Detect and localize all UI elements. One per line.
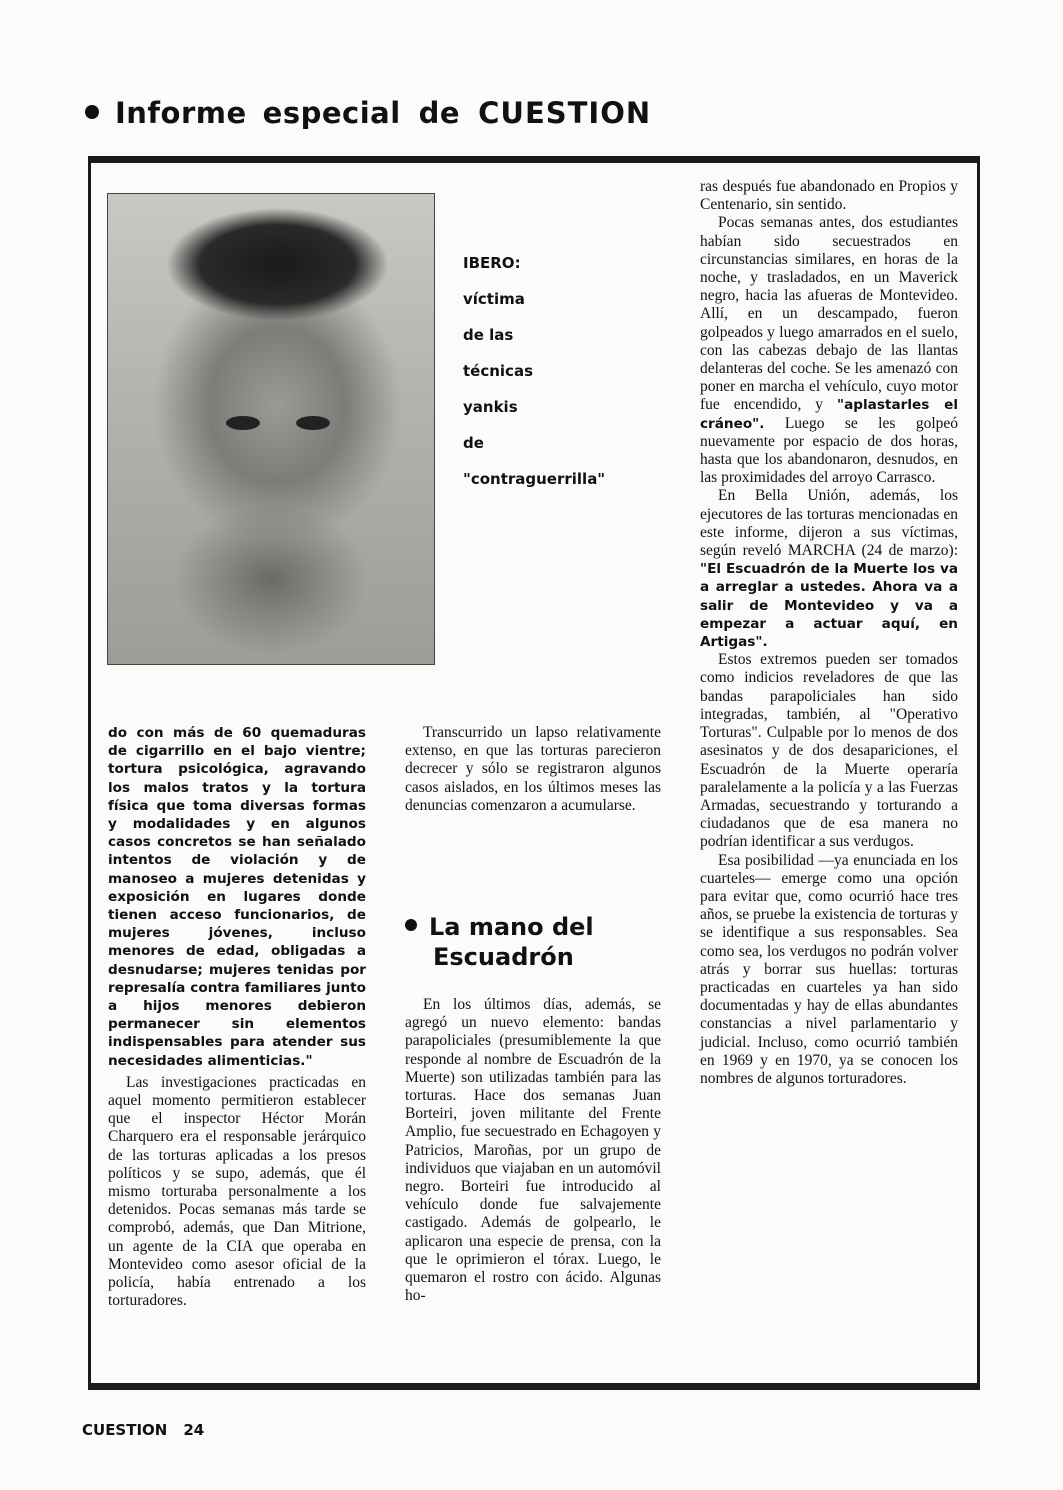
eye-shape (296, 416, 330, 430)
caption-line: técnicas (463, 362, 533, 380)
caption-line: víctima (463, 290, 525, 308)
body-paragraph: Las investigaciones practicadas en aquel momento permitieron establecer que el inspector Héctor Morán Charquero era el responsable jerárquico de las torturas aplicadas a los presos políticos y se supo, además, que él mismo torturaba personalmente a los detenidos. Pocas semanas más tarde se comprobó, además, que Dan Mitrione, un agente de la CIA que operaba en Montevideo como asesor oficial de la policía, había entrenado a los torturadores. (108, 1073, 366, 1310)
header-word-4: CUESTION (478, 96, 652, 130)
body-paragraph: En los últimos días, además, se agregó un nuevo elemento: bandas parapoliciales (presumiblemente la que responde al nombre de Escuadrón de la Muerte) son utilizadas también para las torturas. Hace dos semanas Juan Borteiri, joven militante del Frente Amplio, fue secuestrado en Echagoyen y Patricios, Maroñas, por un grupo de individuos que viajaban en un automóvil negro. Borteiri fue introducido al vehículo donde fue salvajemente castigado. Además de golpearlo, le aplicaron una especie de prensa, con la que le oprimieron el tórax. Luego, le quemaron el rostro con ácido. Algunas ho- (405, 996, 661, 1305)
eye-shape (226, 416, 260, 430)
column-2-top (405, 724, 661, 815)
column-1 (108, 724, 366, 1311)
subheading-line-1: La mano del (429, 913, 594, 941)
publication-name: CUESTION (82, 1421, 168, 1439)
header-word-1: Informe (115, 96, 247, 130)
header-word-3: de (418, 96, 461, 130)
caption-line: yankis (463, 398, 518, 416)
body-paragraph (700, 487, 958, 651)
subheading-line-2: Escuadrón (433, 943, 574, 971)
column-2-bottom (405, 996, 661, 1305)
caption-line: IBERO: (463, 254, 521, 272)
quote-paragraph: do con más de 60 quemaduras de cigarrillo en el bajo vientre; tortura psicológica, agravando los malos tratos y la tortura física que toma diversas formas y modalidades y en algunos casos concretos se han señalado intentos de violación y de manoseo a mujeres detenidas y exposición en lugares donde tienen acceso funcionarios, de mujeres jóvenes, incluso menores de edad, obligadas a desnudarse; mujeres tenidas por represalía contra familiares junto a hijos menores debieron permanecer sin elementos indispensables para atender sus necesidades alimenticias." (108, 725, 366, 1069)
caption-line: de (463, 434, 484, 452)
body-paragraph: Esa posibilidad —ya enunciada en los cuarteles— emerge como una opción para evitar que, como ocurrió hace tres años, se pruebe la existencia de torturas y se identifique a sus responsables. Sea como sea, los verdugos no podrán volver atrás y borrar sus huellas: torturas practicadas en cuarteles ya han sido documentadas y hay de ellas abundantes constancias a nivel parlamentario y judicial. Incluso, como ocurrió también en 1969 y en 1970, ya se conocen los nombres de algunos torturadores. (700, 851, 958, 1087)
header-word-2: especial (262, 96, 401, 130)
text-run: En Bella Unión, además, los ejecutores de las torturas mencionadas en este informe, dijeron a sus víctimas, según reveló MARCHA (24 de marzo): (700, 487, 958, 560)
bullet-icon (85, 105, 99, 119)
photo-caption (463, 245, 683, 497)
body-paragraph (700, 214, 958, 487)
text-run: Luego se les golpeó nuevamente por espacio de dos horas, hasta que los abandonaron, desnudos, en las proximidades del arroyo Carrasco. (700, 414, 958, 487)
body-paragraph: ras después fue abandonado en Propios y Centenario, sin sentido. (700, 178, 958, 214)
page-footer (82, 1421, 204, 1439)
body-paragraph: Transcurrido un lapso relativamente extenso, en que las torturas parecieron decrecer y sólo se registraron algunos casos aislados, en los últimos meses las denuncias comenzaron a acumularse. (405, 724, 661, 814)
body-paragraph: Estos extremos pueden ser tomados como indicios reveladores de que las bandas parapoliciales han sido integradas, también, al "Operativo Torturas". Culpable por lo menos de dos asesinatos y de dos desapariciones, el Escuadrón de la Muerte operaría paralelamente a la policía y a las Fuerzas Armadas, secuestrando y torturando a ciudadanos que de esa manera no podrían identificar a sus verdugos. (700, 651, 958, 851)
page-number: 24 (183, 1421, 205, 1439)
bullet-icon (405, 919, 417, 931)
caption-line: "contraguerrilla" (463, 470, 606, 488)
section-header (85, 96, 705, 140)
text-run: Pocas semanas antes, dos estudiantes habían sido secuestrados en circunstancias similares, en horas de la noche, y trasladados, en un Maverick negro, hacia las afueras de Montevideo. Allí, en un descampado, fueron golpeados y luego amarrados en el suelo, con las cabezas debajo de las llantas delanteras del coche. Se les amenazó con poner en marcha el vehículo, cuyo motor fue encendido, y (700, 214, 958, 414)
column-3 (700, 178, 958, 1088)
caption-line: de las (463, 326, 514, 344)
bold-quote: "aplastarles el cráneo". (700, 397, 958, 432)
subheading (405, 912, 661, 972)
portrait-photo (107, 193, 435, 665)
bold-quote: "El Escuadrón de la Muerte los va a arreglar a ustedes. Ahora va a salir de Montevideo y va a empezar a actuar aquí, en Artigas". (700, 561, 958, 651)
